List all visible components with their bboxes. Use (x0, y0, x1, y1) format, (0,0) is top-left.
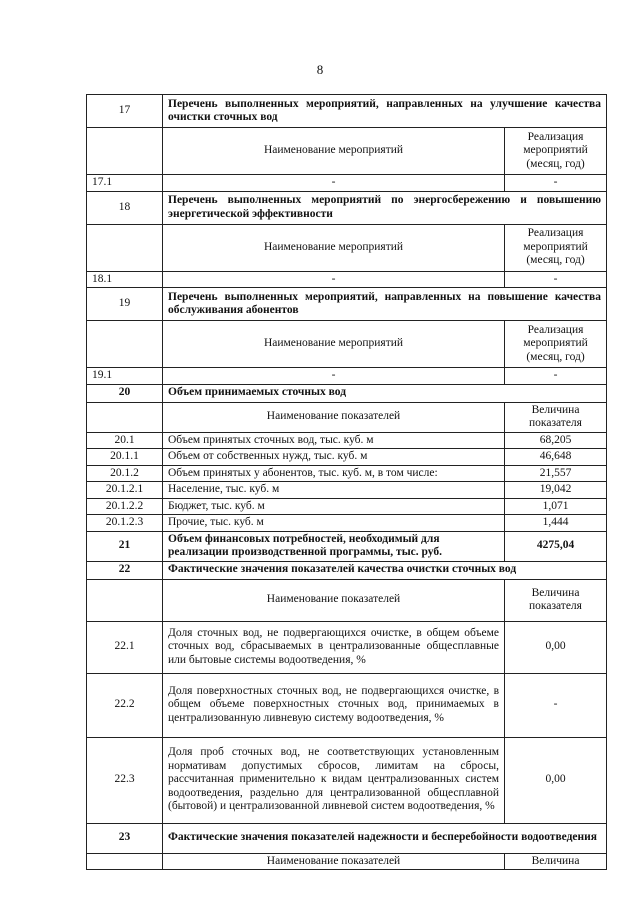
row-number: 20.1.2.1 (87, 482, 163, 499)
column-header-implementation: Реализация мероприятий (месяц, год) (505, 128, 607, 175)
row-number: 20.1 (87, 432, 163, 449)
page-number: 8 (316, 62, 324, 77)
column-header-name: Наименование показателей (163, 402, 505, 432)
table-row (87, 368, 607, 385)
column-header-value: Величина показателя (505, 579, 607, 621)
section-number: 19 (87, 288, 163, 321)
section-17-header (87, 95, 607, 128)
empty-cell (87, 579, 163, 621)
section-title: Перечень выполненных мероприятий по энергосбережению и повышению энергетической эффективности (163, 191, 607, 224)
table-row (87, 465, 607, 482)
section-number: 18 (87, 191, 163, 224)
row-value: 21,557 (505, 465, 607, 482)
table-row (87, 449, 607, 466)
row-value: 4275,04 (505, 531, 607, 561)
row-value: 19,042 (505, 482, 607, 499)
row-value: 1,071 (505, 498, 607, 515)
row-name: Объем от собственных нужд, тыс. куб. м (163, 449, 505, 466)
table-row (87, 432, 607, 449)
row-number: 22.2 (87, 673, 163, 737)
row-value: 46,648 (505, 449, 607, 466)
row-number: 22.1 (87, 621, 163, 673)
section-number: 20 (87, 384, 163, 402)
row-name: Доля проб сточных вод, не соответствующих установленным нормативам допустимых сбросов, лимитам на сбросы, рассчитанная применительно к видам централизованных систем водоотведения, раздельно для централизованной общесплавной (бытовой) и централизованной ливневой систем водоотведения, % (163, 737, 505, 823)
row-number: 20.1.1 (87, 449, 163, 466)
table-row (87, 175, 607, 192)
row-number: 20.1.2.3 (87, 515, 163, 532)
row-value: - (505, 673, 607, 737)
row-value: 0,00 (505, 737, 607, 823)
row-number: 17.1 (87, 175, 163, 192)
program-table (86, 94, 607, 870)
section-title: Перечень выполненных мероприятий, направленных на улучшение качества очистки сточных вод (163, 95, 607, 128)
section-21-row (87, 531, 607, 561)
row-name: Объем принятых сточных вод, тыс. куб. м (163, 432, 505, 449)
column-header-name: Наименование мероприятий (163, 128, 505, 175)
table-row (87, 621, 607, 673)
table-row (87, 515, 607, 532)
section-number: 21 (87, 531, 163, 561)
section-20-header (87, 384, 607, 402)
empty-cell (87, 853, 163, 870)
row-number: 22.3 (87, 737, 163, 823)
section-number: 23 (87, 823, 163, 853)
row-number: 20.1.2 (87, 465, 163, 482)
row-name: Население, тыс. куб. м (163, 482, 505, 499)
empty-cell (87, 224, 163, 271)
column-header-value: Величина (505, 853, 607, 870)
empty-cell (87, 402, 163, 432)
section-23-columns (87, 853, 607, 870)
section-18-columns (87, 224, 607, 271)
section-number: 17 (87, 95, 163, 128)
row-name: Объем принятых у абонентов, тыс. куб. м, в том числе: (163, 465, 505, 482)
row-value: - (505, 271, 607, 288)
column-header-implementation: Реализация мероприятий (месяц, год) (505, 321, 607, 368)
table-row (87, 673, 607, 737)
row-name: Доля сточных вод, не подвергающихся очистке, в общем объеме сточных вод, сбрасываемых в централизованные общесплавные или бытовые системы водоотведения, % (163, 621, 505, 673)
section-19-columns (87, 321, 607, 368)
row-value: 0,00 (505, 621, 607, 673)
section-18-header (87, 191, 607, 224)
section-22-columns (87, 579, 607, 621)
section-23-header (87, 823, 607, 853)
table-row (87, 482, 607, 499)
row-value: 1,444 (505, 515, 607, 532)
section-22-header (87, 561, 607, 579)
column-header-value: Величина показателя (505, 402, 607, 432)
table-row (87, 737, 607, 823)
column-header-name: Наименование мероприятий (163, 321, 505, 368)
column-header-name: Наименование показателей (163, 579, 505, 621)
section-17-columns (87, 128, 607, 175)
section-title: Объем принимаемых сточных вод (163, 384, 607, 402)
row-value: 68,205 (505, 432, 607, 449)
row-name: - (163, 271, 505, 288)
empty-cell (87, 321, 163, 368)
section-title: Фактические значения показателей надежности и бесперебойности водоотведения (163, 823, 607, 853)
empty-cell (87, 128, 163, 175)
column-header-name: Наименование показателей (163, 853, 505, 870)
row-name: - (163, 368, 505, 385)
section-title: Объем финансовых потребностей, необходимый для реализации производственной программы, тыс. руб. (163, 531, 505, 561)
column-header-name: Наименование мероприятий (163, 224, 505, 271)
row-name: - (163, 175, 505, 192)
section-title: Перечень выполненных мероприятий, направленных на повышение качества обслуживания абонентов (163, 288, 607, 321)
section-20-columns (87, 402, 607, 432)
table-row (87, 498, 607, 515)
section-19-header (87, 288, 607, 321)
row-number: 18.1 (87, 271, 163, 288)
row-name: Прочие, тыс. куб. м (163, 515, 505, 532)
section-number: 22 (87, 561, 163, 579)
row-number: 19.1 (87, 368, 163, 385)
column-header-implementation: Реализация мероприятий (месяц, год) (505, 224, 607, 271)
section-title: Фактические значения показателей качества очистки сточных вод (163, 561, 607, 579)
row-number: 20.1.2.2 (87, 498, 163, 515)
row-value: - (505, 368, 607, 385)
row-value: - (505, 175, 607, 192)
table-row (87, 271, 607, 288)
row-name: Доля поверхностных сточных вод, не подвергающихся очистке, в общем объеме поверхностных сточных вод, принимаемых в централизованную ливневую систему водоотведения, % (163, 673, 505, 737)
row-name: Бюджет, тыс. куб. м (163, 498, 505, 515)
